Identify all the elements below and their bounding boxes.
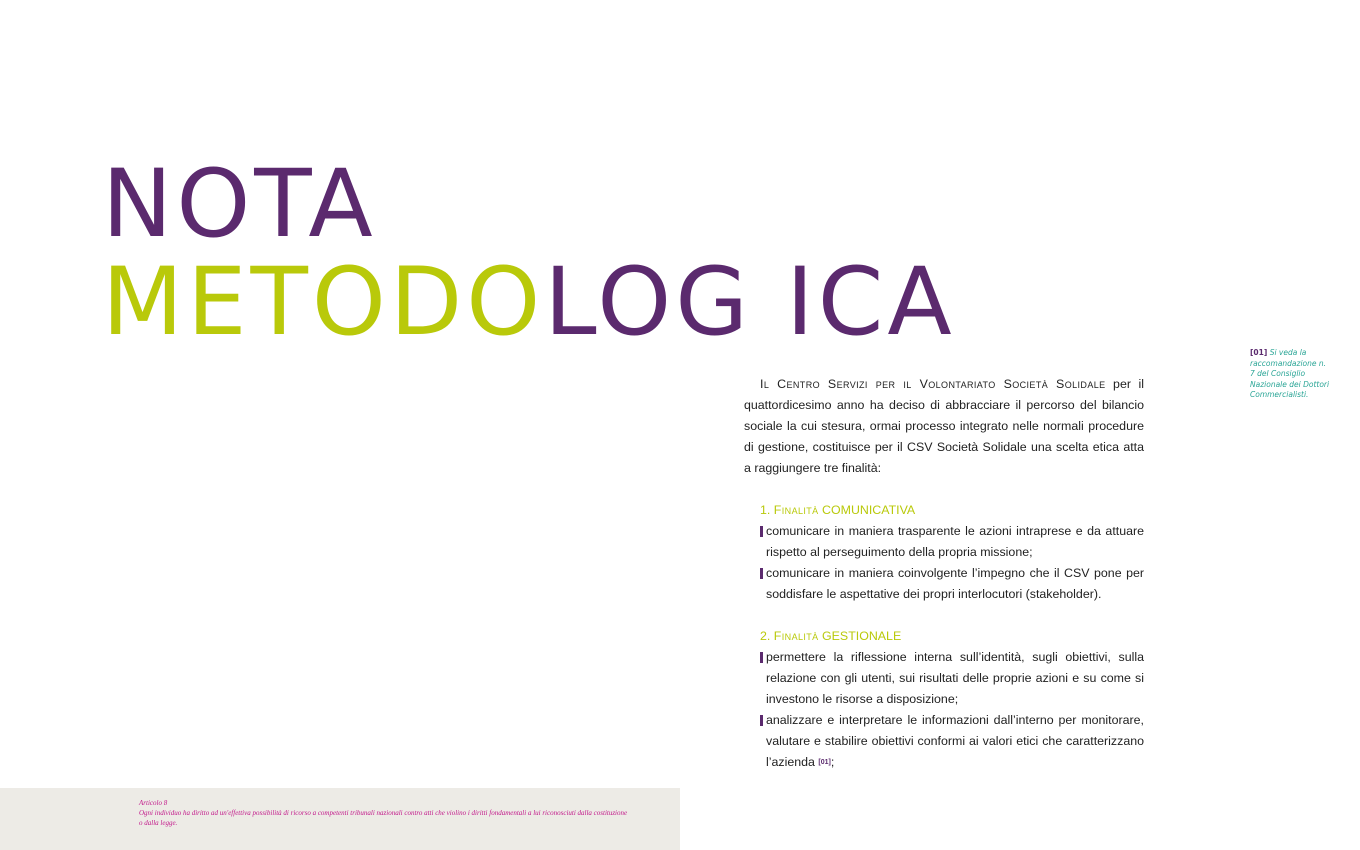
sidenote-ref: [01] xyxy=(1250,348,1268,357)
section-gestionale xyxy=(760,626,1144,773)
footer-quote xyxy=(139,798,629,828)
footer-title: Articolo 8 xyxy=(139,799,168,807)
page-title-line-2 xyxy=(102,248,956,357)
list-item-text: analizzare e interpretare le informazioni dall’interno per monitorare, valutare e stabilire obiettivi conformi ai valori etici che caratterizzano l’azienda xyxy=(766,713,1144,769)
section-number: 1. xyxy=(760,503,771,517)
page-title-line-1: NOTA xyxy=(102,150,377,259)
list-item: comunicare in maniera trasparente le azioni intraprese e da attuare rispetto al perseguimento della propria missione; xyxy=(760,521,1144,563)
section-heading xyxy=(760,626,1144,647)
bullet-list xyxy=(760,647,1144,773)
section-label: Finalità xyxy=(773,503,819,517)
intro-text: per il quattordicesimo anno ha deciso di abbracciare il percorso del bilancio sociale la cui stesura, ormai processo integrato nelle normali procedure di gestione, costituisce per il CSV Società Solidale una scelta etica atta a raggiungere tre finalità: xyxy=(744,377,1144,475)
section-number: 2. xyxy=(760,629,771,643)
footnote-ref[interactable]: [01] xyxy=(818,759,831,766)
section-label: Finalità xyxy=(773,629,819,643)
sidenote-text: Si veda la raccomandazione n. 7 del Consiglio Nazionale dei Dottori Commercialisti. xyxy=(1250,348,1330,399)
sidenote xyxy=(1250,348,1330,401)
list-item: comunicare in maniera coinvolgente l’impegno che il CSV pone per soddisfare le aspettative dei propri interlocutori (stakeholder). xyxy=(760,563,1144,605)
intro-lead: Il Centro Servizi per il Volontariato Società Solidale xyxy=(760,377,1106,391)
section-comunicativa xyxy=(760,500,1144,605)
section-label-caps: COMUNICATIVA xyxy=(822,503,916,517)
title-highlight: METODO xyxy=(102,248,545,357)
list-item: permettere la riflessione interna sull’identità, sugli obiettivi, sulla relazione con gli utenti, sui risultati delle proprie azioni e su come si investono le risorse a disposizione; xyxy=(760,647,1144,710)
bullet-list xyxy=(760,521,1144,605)
title-rest: LOG ICA xyxy=(544,248,956,357)
list-item-suffix: ; xyxy=(830,755,835,769)
body-text xyxy=(744,374,1144,773)
footer-body: Ogni individuo ha diritto ad un'effettiva possibilità di ricorso a competenti tribunali nazionali contro atti che violino i diritti fondamentali a lui riconosciuti dalla costituzione o dalla legge. xyxy=(139,809,628,827)
intro-paragraph xyxy=(744,374,1144,479)
section-label-caps: GESTIONALE xyxy=(822,629,902,643)
section-heading xyxy=(760,500,1144,521)
list-item xyxy=(760,710,1144,773)
